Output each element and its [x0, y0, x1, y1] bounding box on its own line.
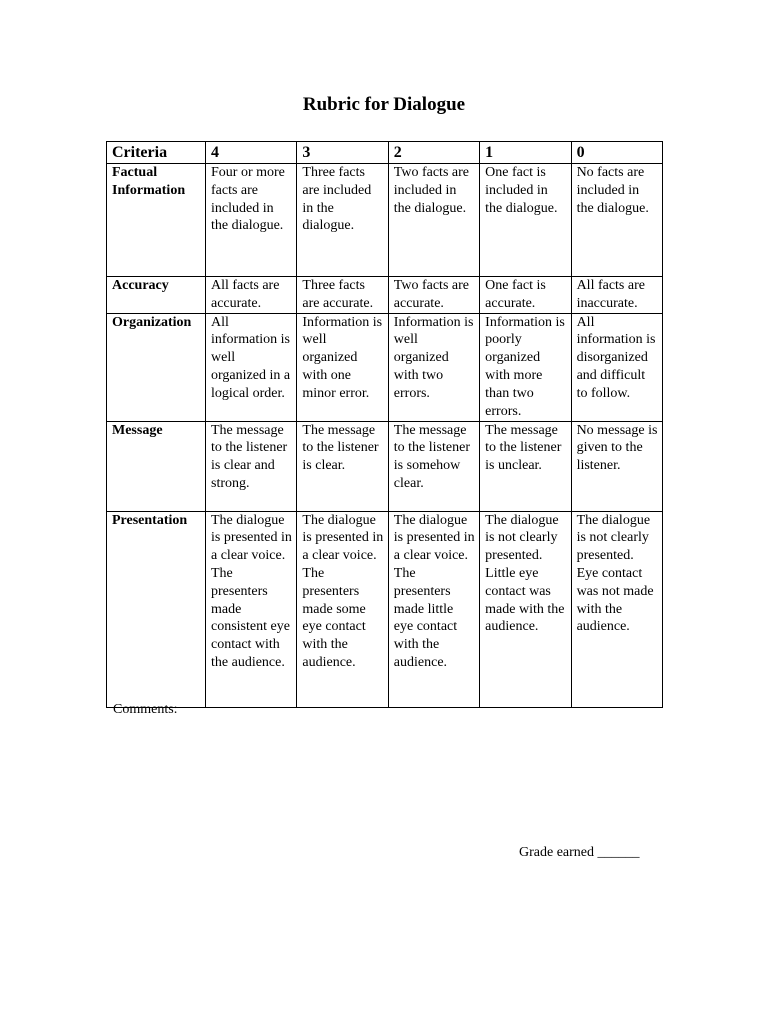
rubric-row-factual-information [107, 164, 663, 277]
rubric-cell: The dialogue is not clearly presented. Eye contact was not made with the audience. [571, 511, 662, 707]
comments-label: Comments: [113, 702, 178, 717]
rubric-cell: The dialogue is presented in a clear voice. The presenters made some eye contact with the audience. [297, 511, 388, 707]
rubric-cell: One fact is accurate. [480, 277, 571, 314]
header-score-4: 4 [206, 142, 297, 164]
rubric-cell: Two facts are accurate. [388, 277, 479, 314]
header-score-2: 2 [388, 142, 479, 164]
rubric-cell: Three facts are included in the dialogue. [297, 164, 388, 277]
rubric-cell: Information is poorly organized with more than two errors. [480, 313, 571, 421]
rubric-cell: Information is well organized with two errors. [388, 313, 479, 421]
rubric-row-accuracy [107, 277, 663, 314]
rubric-cell: Three facts are accurate. [297, 277, 388, 314]
rubric-cell: All information is disorganized and difficult to follow. [571, 313, 662, 421]
rubric-cell: No facts are included in the dialogue. [571, 164, 662, 277]
rubric-cell: Four or more facts are included in the dialogue. [206, 164, 297, 277]
rubric-cell: No message is given to the listener. [571, 421, 662, 511]
header-criteria: Criteria [107, 142, 206, 164]
rubric-cell: The message to the listener is clear and strong. [206, 421, 297, 511]
rubric-cell: The dialogue is presented in a clear voice. The presenters made little eye contact with the audience. [388, 511, 479, 707]
rubric-cell: Two facts are included in the dialogue. [388, 164, 479, 277]
criterion-label: Organization [107, 313, 206, 421]
rubric-table [106, 141, 663, 708]
rubric-cell: One fact is included in the dialogue. [480, 164, 571, 277]
rubric-cell: The message to the listener is unclear. [480, 421, 571, 511]
criterion-label: Presentation [107, 511, 206, 707]
rubric-header-row [107, 142, 663, 164]
rubric-row-presentation [107, 511, 663, 707]
rubric-cell: All facts are accurate. [206, 277, 297, 314]
rubric-cell: All information is well organized in a logical order. [206, 313, 297, 421]
header-score-3: 3 [297, 142, 388, 164]
criterion-label: Message [107, 421, 206, 511]
rubric-cell: The message to the listener is somehow clear. [388, 421, 479, 511]
rubric-cell: All facts are inaccurate. [571, 277, 662, 314]
criterion-label: Factual Information [107, 164, 206, 277]
criterion-label: Accuracy [107, 277, 206, 314]
header-score-0: 0 [571, 142, 662, 164]
header-score-1: 1 [480, 142, 571, 164]
rubric-cell: The dialogue is not clearly presented. Little eye contact was made with the audience. [480, 511, 571, 707]
rubric-cell: The message to the listener is clear. [297, 421, 388, 511]
rubric-row-organization [107, 313, 663, 421]
rubric-cell: The dialogue is presented in a clear voice. The presenters made consistent eye contact with the audience. [206, 511, 297, 707]
page-title: Rubric for Dialogue [302, 94, 466, 115]
rubric-row-message [107, 421, 663, 511]
grade-earned-line: Grade earned ______ [519, 845, 640, 860]
rubric-cell: Information is well organized with one minor error. [297, 313, 388, 421]
